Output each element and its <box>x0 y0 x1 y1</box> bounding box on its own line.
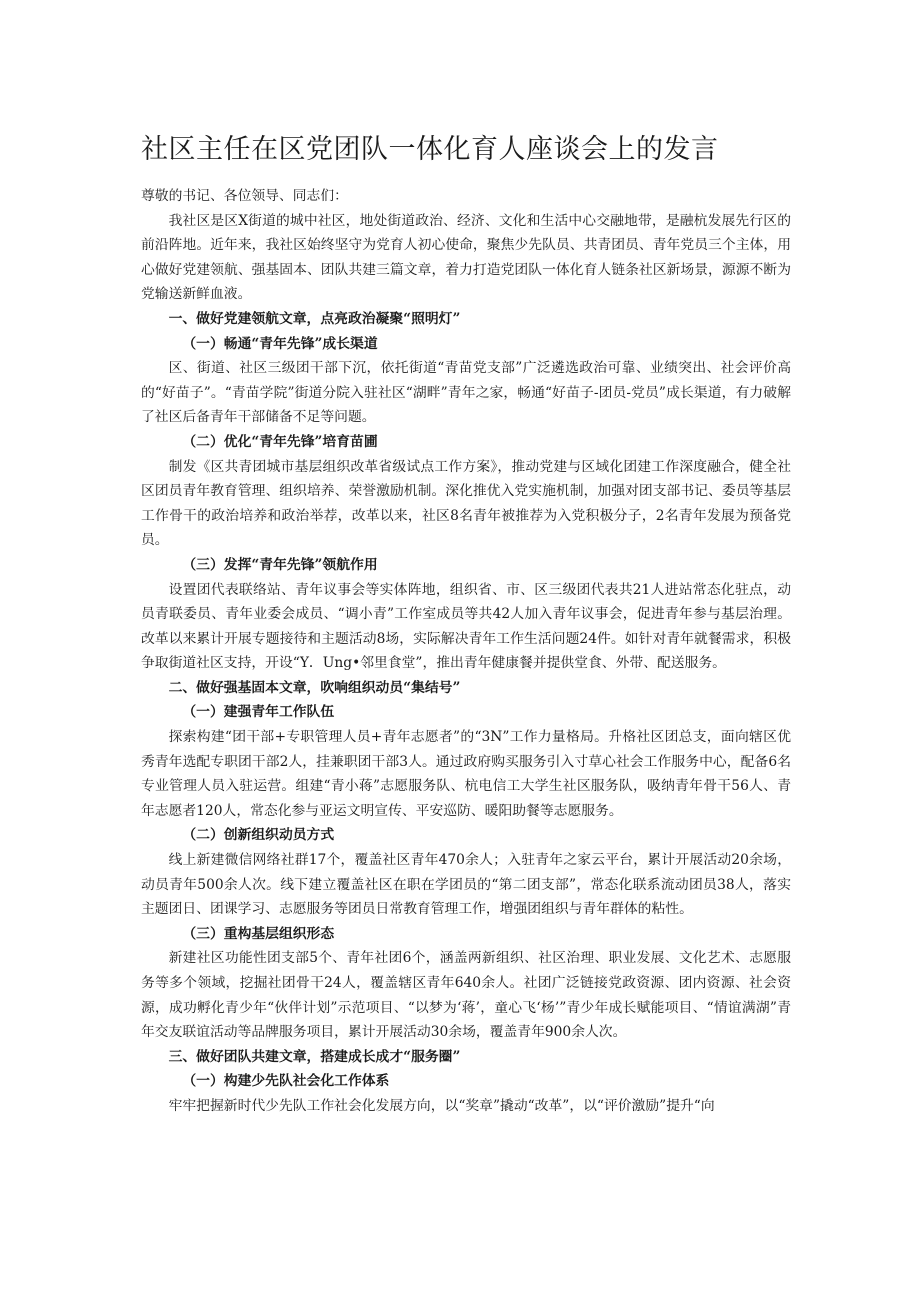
section-heading: 三、做好团队共建文章，搭建成长成才“服务圈” <box>168 1048 461 1065</box>
body-paragraph: 牢牢把握新时代少先队工作社会化发展方向，以“奖章”撬动“改革”，以“评价激励”提升“向 <box>168 1097 715 1114</box>
subsection-heading: （一）畅通“青年先锋”成长渠道 <box>182 335 378 352</box>
subsection-heading: （二）创新组织动员方式 <box>182 827 335 844</box>
body-paragraph: 区、街道、社区三级团干部下沉，依托街道“青苗党支部”广泛遴选政治可靠、业绩突出、社会评价高的“好苗子”。“青苗学院”街道分院入驻社区“湖畔”青年之家，畅通“好苗子-团员-党员”成长渠道，有力破解了社区后备青年干部储备不足等问题。 <box>141 360 791 426</box>
document-body <box>141 184 791 1119</box>
subsection-heading: （三）发挥“青年先锋”领航作用 <box>182 556 378 573</box>
subsection-heading: （三）重构基层组织形态 <box>182 925 335 942</box>
section-heading: 一、做好党建领航文章，点亮政治凝聚“照明灯” <box>168 310 461 327</box>
subsection-heading: （一）构建少先队社会化工作体系 <box>182 1073 390 1090</box>
body-paragraph: 设置团代表联络站、青年议事会等实体阵地，组织省、市、区三级团代表共21人进站常态化驻点，动员青联委员、青年业委会成员、“调小青”工作室成员等共42人加入青年议事会，促进青年参与基层治理。改革以来累计开展专题接待和主题活动8场，实际解决青年工作生活问题24件。如针对青年就餐需求，积极争取街道社区支持，开设“Y．Ung•邻里食堂”，推出青年健康餐并提供堂食、外带、配送服务。 <box>141 581 791 672</box>
intro-paragraph: 我社区是区X街道的城中社区，地处街道政治、经济、文化和生活中心交融地带，是融杭发展先行区的前沿阵地。近年来，我社区始终坚守为党育人初心使命，聚焦少先队员、共青团员、青年党员三个主体，用心做好党建领航、强基固本、团队共建三篇文章，着力打造党团队一体化育人链条社区新场景，源源不断为党输送新鲜血液。 <box>141 212 791 303</box>
section-heading: 二、做好强基固本文章，吹响组织动员“集结号” <box>168 679 461 696</box>
document-title: 社区主任在区党团队一体化育人座谈会上的发言 <box>141 134 719 165</box>
body-paragraph: 探索构建“团干部+专职管理人员+青年志愿者”的“3N”工作力量格局。升格社区团总支，面向辖区优秀青年选配专职团干部2人，挂兼职团干部3人。通过政府购买服务引入寸草心社会工作服务中心，配备6名专业管理人员入驻运营。组建“青小蒋”志愿服务队、杭电信工大学生社区服务队，吸纳青年骨干56人、青年志愿者120人，常态化参与亚运文明宣传、平安巡防、暖阳助餐等志愿服务。 <box>141 729 791 819</box>
salutation: 尊敬的书记、各位领导、同志们： <box>141 188 348 204</box>
body-paragraph: 新建社区功能性团支部5个、青年社团6个，涵盖两新组织、社区治理、职业发展、文化艺术、志愿服务等多个领域，挖掘社团骨干24人，覆盖辖区青年640余人。社团广泛链接党政资源、团内资源、社会资源，成功孵化青少年“伙伴计划”示范项目、“以梦为‘蒋’，童心飞‘杨’”青少年成长赋能项目、“情谊满湖”青年交友联谊活动等品牌服务项目，累计开展活动30余场，覆盖青年900余人次。 <box>141 950 791 1041</box>
subsection-heading: （一）建强青年工作队伍 <box>182 704 335 721</box>
body-paragraph: 线上新建微信网络社群17个，覆盖社区青年470余人；入驻青年之家云平台，累计开展活动20余场，动员青年500余人次。线下建立覆盖社区在职在学团员的“第二团支部”，常态化联系流动团员38人，落实主题团日、团课学习、志愿服务等团员日常教育管理工作，增强团组织与青年群体的粘性。 <box>141 852 791 918</box>
body-paragraph: 制发《区共青团城市基层组织改革省级试点工作方案》，推动党建与区域化团建工作深度融合，健全社区团员青年教育管理、组织培养、荣誉激励机制。深化推优入党实施机制，加强对团支部书记、委员等基层工作骨干的政治培养和政治举荐，改革以来，社区8名青年被推荐为入党积极分子，2名青年发展为预备党员。 <box>141 458 791 549</box>
subsection-heading: （二）优化“青年先锋”培育苗圃 <box>182 433 378 450</box>
